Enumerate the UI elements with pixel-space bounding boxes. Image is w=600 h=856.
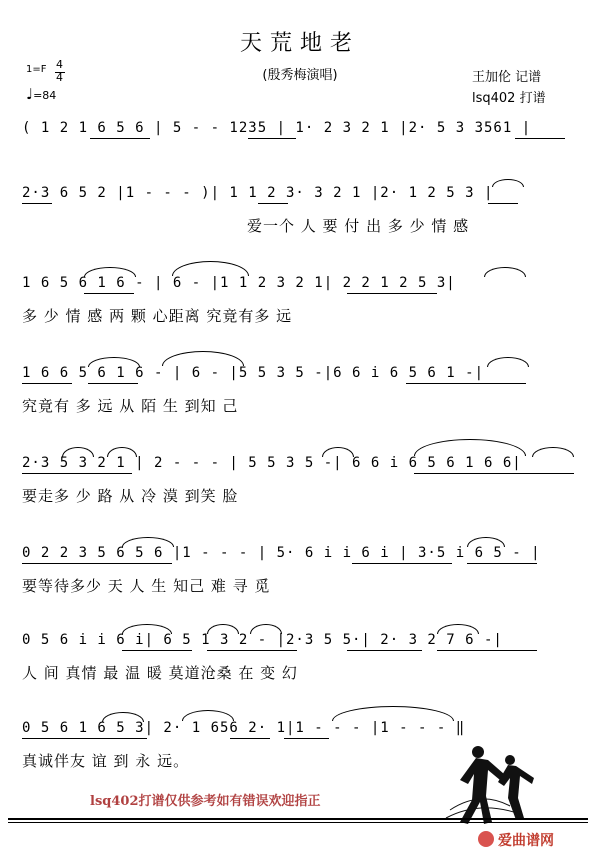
beat-underline [467,563,537,564]
typesetter-credit: lsq402 打谱 [472,91,546,106]
beat-underline [230,738,270,739]
beat-underline [207,650,297,651]
phrase-slur [414,439,526,456]
slur-mark [62,447,94,457]
slur-mark [492,179,524,187]
notation-line: 0 5 6 i i 6 i| 6 5 1 3 2 - |2·3 5 5·| 2· 3 2 7 6 -| [22,632,503,648]
notation-line: 2·3 6 5 2 |1 - - - )| 1 1 2 3· 3 2 1 |2· 1 2 5 3 | [22,185,494,201]
time-signature-top: 4 [56,58,63,71]
beat-underline [347,293,437,294]
beat-underline [88,383,138,384]
footer-rule [8,822,588,823]
lyric-line: 要走多 少 路 从 冷 漠 到笑 脸 [22,487,239,505]
beat-underline [122,650,192,651]
site-watermark: 爱曲谱网 [498,833,554,849]
beat-underline [22,383,72,384]
notation-line: 1 6 6 5 6 1 6 - | 6 - |5 5 3 5 -|6 6 i 6 5 6 1 -| [22,365,485,381]
key-signature: 1=F [26,64,47,75]
tie-mark [332,706,454,721]
beat-underline [22,473,132,474]
lyric-line: 人 间 真情 最 温 暖 莫道沧桑 在 变 幻 [22,664,298,682]
beat-underline [22,563,172,564]
slur-mark [487,357,529,367]
site-logo-icon [478,831,494,847]
tie-mark [172,261,249,276]
dancers-silhouette-icon [440,740,540,830]
notation-line: 1 6 5 6 1 6 - | 6 - |1 1 2 3 2 1| 2 2 1 2 5 3| [22,275,456,291]
slur-mark [532,447,574,457]
slur-mark [207,624,239,634]
slur-mark [122,537,174,547]
beat-underline [258,203,288,204]
beat-underline [248,138,296,139]
beat-underline [352,563,452,564]
beat-underline [22,738,147,739]
footer-disclaimer: lsq402打谱仅供参考如有错误欢迎指正 [90,794,321,809]
lyric-line: 真诚伴友 谊 到 永 远。 [22,752,190,770]
tempo-value: =84 [33,89,57,102]
singer-subtitle: (殷秀梅演唱) [262,68,338,83]
beat-underline [515,138,565,139]
notation-line: 0 2 2 3 5 6 5 6 |1 - - - | 5· 6 i i 6 i | 3·5 i 6 5 - | [22,545,541,561]
slur-mark [88,357,140,367]
beat-underline [406,383,526,384]
slur-mark [322,447,354,457]
time-signature-bottom: 4 [56,71,63,84]
notation-line: 2·3 5 3 2 1 | 2 - - - | 5 5 3 5 -| 6 6 i 6 5 6 1 6 6| [22,455,522,471]
lyric-line: 多 少 情 感 两 颗 心距离 究竟有多 远 [22,307,293,325]
beat-underline [488,203,518,204]
slur-mark [250,624,282,634]
slur-mark [467,537,505,547]
slur-mark [122,624,172,634]
lyric-line: 要等待多少 天 人 生 知己 难 寻 觅 [22,577,271,595]
tempo-marking [26,85,56,103]
beat-underline [90,138,150,139]
notation-line: ( 1 2 1 6 5 6 | 5 - - 1235 | 1· 2 3 2 1 |2· 5 3 3561 | [22,120,532,136]
lyric-line: 究竟有 多 远 从 陌 生 到知 己 [22,397,239,415]
slur-mark [437,624,479,634]
lyric-line: 爱一个 人 要 付 出 多 少 情 感 [247,217,470,235]
song-title: 天荒地老 [239,31,360,56]
slur-mark [484,267,526,277]
slur-mark [84,267,136,277]
slur-mark [102,712,144,722]
beat-underline [347,650,422,651]
quarter-note-icon: ♩ [26,85,34,103]
footer-rule [8,818,588,820]
beat-underline [84,293,134,294]
notation-line: 0 5 6 1 6 5 3| 2· 1 656 2· 1|1 - - - |1 - - - ‖ [22,720,466,736]
tie-mark [162,351,244,366]
beat-underline [414,473,574,474]
beat-underline [22,203,52,204]
slur-mark [107,447,137,457]
beat-underline [437,650,537,651]
transcriber-credit: 王加伦 记谱 [472,70,542,85]
beat-underline [284,738,329,739]
slur-mark [182,710,234,721]
